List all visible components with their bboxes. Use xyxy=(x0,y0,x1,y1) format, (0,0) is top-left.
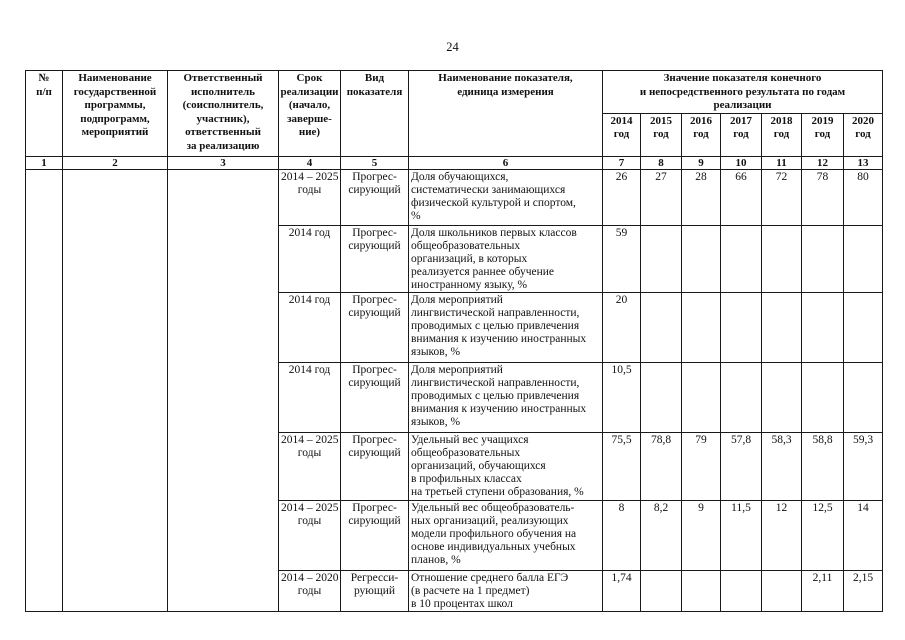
year-unit-label: год xyxy=(814,128,831,140)
value-2016-cell: 28 xyxy=(682,169,721,225)
term-cell: 2014 – 2025 годы xyxy=(279,432,341,500)
value-2015-cell: 27 xyxy=(641,169,682,225)
column-number: 4 xyxy=(279,156,341,169)
value-2020-cell: 2,15 xyxy=(844,570,883,611)
year-unit-label: год xyxy=(613,128,630,140)
header-indicator-name: Наименование показателя, единица измерения xyxy=(409,71,603,157)
indicator-name-cell: Доля мероприятий лингвистической направленности, проводимых с целью привлечения внимания к изучению иностранных языков, % xyxy=(409,362,603,432)
value-2017-cell: 11,5 xyxy=(721,500,762,570)
value-2019-cell: 2,11 xyxy=(802,570,844,611)
page-number: 24 xyxy=(446,40,459,54)
term-cell: 2014 – 2025 годы xyxy=(279,500,341,570)
year-label: 2019 xyxy=(811,114,834,127)
indicator-type-cell: Прогрес- сирующий xyxy=(341,225,409,292)
value-2019-cell xyxy=(802,362,844,432)
value-2020-cell: 59,3 xyxy=(844,432,883,500)
column-numbers-row xyxy=(26,156,883,169)
value-2019-cell xyxy=(802,225,844,292)
header-program-name: Наименование государственной программы, подпрограмм, мероприятий xyxy=(63,71,168,157)
value-2016-cell xyxy=(682,292,721,362)
header-year-2014 xyxy=(603,113,641,156)
indicator-type-cell: Прогрес- сирующий xyxy=(341,169,409,225)
column-number: 2 xyxy=(63,156,168,169)
value-2014-cell: 59 xyxy=(603,225,641,292)
column-number: 5 xyxy=(341,156,409,169)
indicator-name-cell: Удельный вес учащихся общеобразовательных организаций, обучающихся в профильных классах на третьей ступени образования, % xyxy=(409,432,603,500)
value-2014-cell: 26 xyxy=(603,169,641,225)
column-number: 1 xyxy=(26,156,63,169)
indicators-table xyxy=(25,70,883,612)
year-label: 2018 xyxy=(770,114,793,127)
value-2020-cell: 80 xyxy=(844,169,883,225)
year-unit-label: год xyxy=(693,128,709,140)
value-2014-cell: 8 xyxy=(603,500,641,570)
value-2015-cell xyxy=(641,362,682,432)
year-label: 2017 xyxy=(730,114,752,127)
header-values-group: Значение показателя конечного и непосредственного результата по годам реализации xyxy=(603,71,883,114)
value-2019-cell: 58,8 xyxy=(802,432,844,500)
year-label: 2020 xyxy=(852,114,875,127)
year-unit-label: год xyxy=(855,128,871,140)
value-2019-cell xyxy=(802,292,844,362)
value-2014-cell: 10,5 xyxy=(603,362,641,432)
value-2015-cell xyxy=(641,225,682,292)
value-2016-cell xyxy=(682,362,721,432)
year-label: 2015 xyxy=(650,114,672,127)
indicator-type-cell: Регресси- рующий xyxy=(341,570,409,611)
header-year-2018 xyxy=(762,113,802,156)
column-number: 13 xyxy=(844,156,883,169)
header-year-2017 xyxy=(721,113,762,156)
value-2016-cell: 9 xyxy=(682,500,721,570)
indicator-type-cell: Прогрес- сирующий xyxy=(341,362,409,432)
value-2017-cell xyxy=(721,225,762,292)
value-2018-cell xyxy=(762,292,802,362)
column-number: 10 xyxy=(721,156,762,169)
indicator-name-cell: Доля мероприятий лингвистической направленности, проводимых с целью привлечения внимания к изучению иностранных языков, % xyxy=(409,292,603,362)
value-2015-cell: 78,8 xyxy=(641,432,682,500)
row-number-cell xyxy=(26,169,63,611)
value-2019-cell: 78 xyxy=(802,169,844,225)
term-cell: 2014 год xyxy=(279,362,341,432)
year-label: 2016 xyxy=(690,114,712,127)
responsible-executor-cell xyxy=(168,169,279,611)
value-2016-cell xyxy=(682,570,721,611)
value-2015-cell: 8,2 xyxy=(641,500,682,570)
value-2018-cell: 58,3 xyxy=(762,432,802,500)
term-cell: 2014 год xyxy=(279,225,341,292)
value-2018-cell xyxy=(762,225,802,292)
indicator-name-cell: Удельный вес общеобразователь- ных организаций, реализующих модели профильного обучения на основе индивидуальных учебных планов, % xyxy=(409,500,603,570)
year-label: 2014 xyxy=(610,114,633,127)
header-year-2020 xyxy=(844,113,883,156)
indicator-name-cell: Доля обучающихся, систематически занимающихся физической культурой и спортом, % xyxy=(409,169,603,225)
value-2020-cell: 14 xyxy=(844,500,883,570)
value-2014-cell: 1,74 xyxy=(603,570,641,611)
value-2014-cell: 20 xyxy=(603,292,641,362)
value-2014-cell: 75,5 xyxy=(603,432,641,500)
value-2020-cell xyxy=(844,225,883,292)
value-2020-cell xyxy=(844,292,883,362)
value-2017-cell xyxy=(721,570,762,611)
value-2020-cell xyxy=(844,362,883,432)
header-responsible-executor: Ответственный исполнитель (соисполнитель, участник), ответственный за реализацию xyxy=(168,71,279,157)
header-term: Срок реализации (начало, заверше- ние) xyxy=(279,71,341,157)
year-unit-label: год xyxy=(733,128,749,140)
value-2017-cell: 66 xyxy=(721,169,762,225)
column-number: 11 xyxy=(762,156,802,169)
column-number: 12 xyxy=(802,156,844,169)
value-2016-cell: 79 xyxy=(682,432,721,500)
column-number: 6 xyxy=(409,156,603,169)
column-number: 7 xyxy=(603,156,641,169)
header-row xyxy=(26,71,883,114)
indicator-type-cell: Прогрес- сирующий xyxy=(341,292,409,362)
value-2016-cell xyxy=(682,225,721,292)
value-2015-cell xyxy=(641,570,682,611)
table-header xyxy=(26,71,883,170)
value-2018-cell xyxy=(762,570,802,611)
header-year-2015 xyxy=(641,113,682,156)
program-name-cell xyxy=(63,169,168,611)
value-2015-cell xyxy=(641,292,682,362)
header-year-2016 xyxy=(682,113,721,156)
value-2018-cell: 72 xyxy=(762,169,802,225)
column-number: 8 xyxy=(641,156,682,169)
value-2018-cell xyxy=(762,362,802,432)
indicator-type-cell: Прогрес- сирующий xyxy=(341,500,409,570)
header-indicator-type: Вид показателя xyxy=(341,71,409,157)
header-year-2019 xyxy=(802,113,844,156)
header-row-number: № п/п xyxy=(26,71,63,157)
indicator-name-cell: Отношение среднего балла ЕГЭ (в расчете на 1 предмет) в 10 процентах школ xyxy=(409,570,603,611)
table-body xyxy=(26,169,883,611)
table-row xyxy=(26,169,883,225)
value-2017-cell: 57,8 xyxy=(721,432,762,500)
value-2019-cell: 12,5 xyxy=(802,500,844,570)
value-2017-cell xyxy=(721,292,762,362)
year-unit-label: год xyxy=(653,128,669,140)
term-cell: 2014 – 2025 годы xyxy=(279,169,341,225)
value-2018-cell: 12 xyxy=(762,500,802,570)
column-number: 3 xyxy=(168,156,279,169)
term-cell: 2014 – 2020 годы xyxy=(279,570,341,611)
value-2017-cell xyxy=(721,362,762,432)
term-cell: 2014 год xyxy=(279,292,341,362)
indicator-type-cell: Прогрес- сирующий xyxy=(341,432,409,500)
year-unit-label: год xyxy=(773,128,790,140)
column-number: 9 xyxy=(682,156,721,169)
indicator-name-cell: Доля школьников первых классов общеобразовательных организаций, в которых реализуется раннее обучение иностранному языку, % xyxy=(409,225,603,292)
